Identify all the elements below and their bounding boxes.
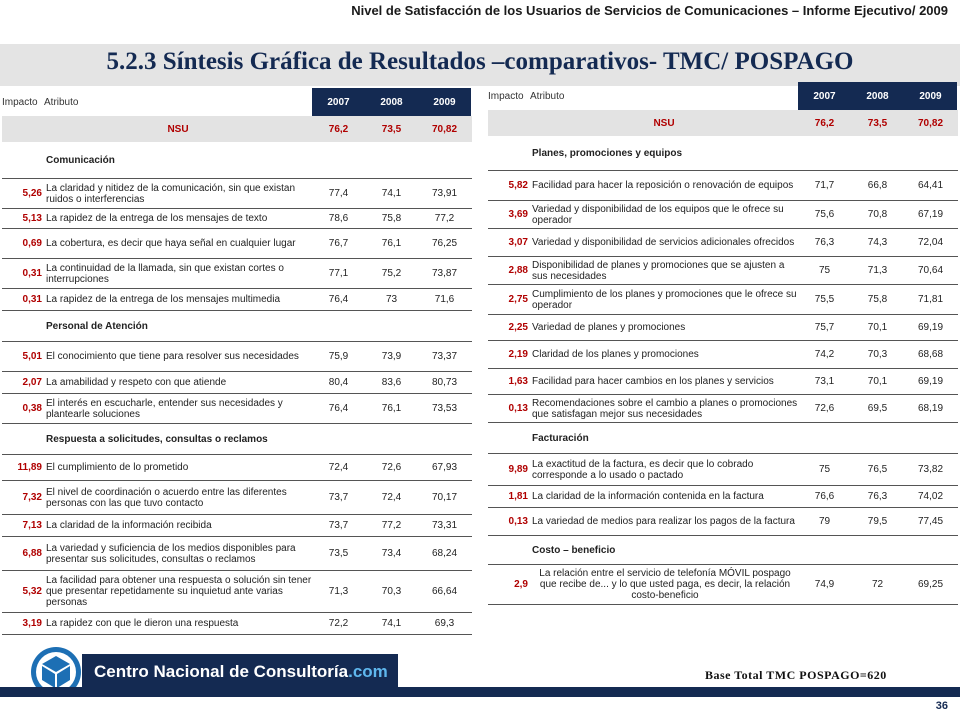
value-2008: 73,9 [381,351,402,362]
value-2009: 73,37 [431,351,458,362]
value-2007: 72,6 [814,403,835,414]
impact-value: 0,13 [508,403,528,414]
value-2007: 75 [818,464,831,475]
attribute-text: El interés en escucharle, entender sus necesidades y plantearle soluciones [46,397,283,420]
value-2007: 73,1 [814,376,835,387]
table-row [2,179,472,209]
attribute-text: El nivel de coordinación o acuerdo entre las diferentes personas con las que tuvo contacto [46,486,287,509]
value-2007: 79 [818,516,831,527]
table-row [488,201,958,229]
value-2008: 74,1 [381,188,402,199]
header-impacto: Impacto [488,90,524,102]
impact-value: 0,69 [22,238,42,249]
section-title [488,536,958,564]
value-2008: 76,1 [381,403,402,414]
nsu-value: 76,2 [328,123,349,135]
impact-value: 2,25 [508,322,528,333]
header-atributo: Atributo [44,96,79,108]
value-2007: 73,5 [328,548,349,559]
value-2007: 75,5 [814,294,835,305]
attribute-text: Recomendaciones sobre el cambio a planes o promociones que satisfagan mejor sus necesidades [532,397,798,420]
logo-banner [82,654,398,690]
table-row [2,342,472,372]
impact-value: 3,19 [22,618,42,629]
value-2007: 73,7 [328,520,349,531]
value-2009: 71,6 [434,294,455,305]
nsu-row [488,110,958,136]
value-2008: 76,3 [867,491,888,502]
value-2007: 76,4 [328,294,349,305]
value-2008: 75,2 [381,268,402,279]
section-rows [2,454,472,635]
value-2008: 70,1 [867,376,888,387]
attribute-text: La rapidez de la entrega de los mensajes multimedia [46,294,281,305]
attribute-text: La claridad de la información recibida [46,520,212,531]
value-2009: 73,31 [431,520,458,531]
value-2007: 78,6 [328,213,349,224]
value-2009: 67,93 [431,462,458,473]
section-name: Costo – beneficio [532,544,616,556]
table-row [488,508,958,536]
attribute-text: La variedad de medios para realizar los pagos de la factura [532,516,795,527]
table-row [2,259,472,289]
attribute-text: La claridad de la información contenida en la factura [532,491,764,502]
nsu-row [2,116,472,142]
logo-name: Centro Nacional de Consultoría.com [94,662,388,681]
value-2007: 80,4 [328,377,349,388]
value-2009: 68,68 [917,349,944,360]
impact-value: 1,81 [508,491,528,502]
table-row [488,341,958,369]
value-2007: 74,2 [814,349,835,360]
table-row [2,209,472,229]
attribute-text: Disponibilidad de planes y promociones que se ajusten a sus necesidades [532,259,785,282]
impact-value: 6,88 [22,548,42,559]
value-2009: 69,25 [917,579,944,590]
section-title [2,142,472,178]
value-2008: 70,8 [867,209,888,220]
value-2007: 71,3 [328,586,349,597]
footer-band [0,687,960,697]
value-2007: 75,9 [328,351,349,362]
value-2007: 74,9 [814,579,835,590]
impact-value: 2,07 [22,377,42,388]
impact-value: 1,63 [508,376,528,387]
impact-value: 0,38 [22,403,42,414]
value-2008: 73,4 [381,548,402,559]
value-2009: 76,25 [431,238,458,249]
impact-value: 5,13 [22,213,42,224]
value-2008: 70,1 [867,322,888,333]
base-note: Base Total TMC POSPAGO=620 [705,668,887,682]
attribute-text: Facilidad para hacer la reposición o renovación de equipos [532,180,794,191]
value-2008: 72,6 [381,462,402,473]
value-2008: 74,1 [381,618,402,629]
value-2009: 73,82 [917,464,944,475]
value-2009: 73,87 [431,268,458,279]
value-2007: 75 [818,265,831,276]
impact-value: 5,26 [22,188,42,199]
value-2008: 72 [871,579,884,590]
table-row [2,537,472,571]
attribute-text: Variedad y disponibilidad de los equipos que le ofrece su operador [532,203,784,226]
value-2007: 73,7 [328,492,349,503]
table-row [488,171,958,201]
header-year: 2008 [851,82,904,110]
nsu-value: 76,2 [814,117,835,129]
impact-value: 11,89 [17,462,42,473]
section-rows [2,341,472,424]
attribute-text: Claridad de los planes y promociones [532,349,699,360]
value-2007: 72,4 [328,462,349,473]
table-row [488,454,958,486]
value-2008: 83,6 [381,377,402,388]
nsu-value: 70,82 [431,123,458,135]
value-2009: 64,41 [917,180,944,191]
value-2008: 66,8 [867,180,888,191]
impact-value: 5,82 [508,180,528,191]
header-year: 2008 [365,88,418,116]
attribute-text: Cumplimiento de los planes y promociones que le ofrece su operador [532,288,797,311]
value-2007: 76,3 [814,237,835,248]
attribute-text: La cobertura, es decir que haya señal en cualquier lugar [46,238,296,249]
table-row [488,486,958,508]
value-2009: 70,64 [917,265,944,276]
value-2008: 71,3 [867,265,888,276]
section-rows [2,178,472,311]
section-name: Personal de Atención [46,320,148,332]
section-title [488,423,958,453]
attribute-text: La claridad y nitidez de la comunicación, sin que existan ruidos o interferencias [46,182,296,205]
value-2008: 74,3 [867,237,888,248]
attribute-text: Variedad y disponibilidad de servicios adicionales ofrecidos [532,237,795,248]
attribute-text: La rapidez con que le dieron una respuesta [46,618,239,629]
table-row [488,285,958,315]
impact-value: 7,32 [22,492,42,503]
value-2007: 75,7 [814,322,835,333]
value-2008: 76,1 [381,238,402,249]
table-row [2,571,472,613]
value-2009: 77,45 [917,516,944,527]
page-number: 36 [935,700,948,712]
value-2009: 66,64 [431,586,458,597]
section-title [488,136,958,170]
table-row [2,613,472,635]
value-2009: 74,02 [917,491,944,502]
value-2009: 69,3 [434,618,455,629]
right-results-table [488,82,958,605]
nsu-label: NSU [167,123,189,135]
attribute-text: El conocimiento que tiene para resolver sus necesidades [46,351,299,362]
table-header [488,82,958,110]
value-2008: 72,4 [381,492,402,503]
table-row [2,515,472,537]
header-atributo: Atributo [530,90,565,102]
section-rows [488,170,958,423]
attribute-text: La rapidez de la entrega de los mensajes de texto [46,213,268,224]
value-2007: 76,4 [328,403,349,414]
value-2007: 77,1 [328,268,349,279]
value-2009: 68,19 [917,403,944,414]
value-2008: 75,8 [381,213,402,224]
nsu-value: 73,5 [381,123,402,135]
table-row [488,565,958,605]
value-2008: 70,3 [381,586,402,597]
table-row [488,257,958,285]
table-row [488,369,958,395]
table-row [488,315,958,341]
value-2009: 80,73 [431,377,458,388]
impact-value: 0,31 [22,294,42,305]
value-2009: 67,19 [917,209,944,220]
attribute-text: Variedad de planes y promociones [532,322,686,333]
impact-value: 2,88 [508,265,528,276]
value-2009: 68,24 [431,548,458,559]
section-name: Facturación [532,432,589,444]
value-2008: 69,5 [867,403,888,414]
impact-value: 3,07 [508,237,528,248]
value-2009: 70,17 [431,492,458,503]
impact-value: 9,89 [508,464,528,475]
attribute-text: El cumplimiento de lo prometido [46,462,189,473]
table-row [2,229,472,259]
impact-value: 3,69 [508,209,528,220]
table-row [2,394,472,424]
value-2009: 71,81 [917,294,944,305]
impact-value: 5,01 [22,351,42,362]
header-year: 2009 [418,88,471,116]
impact-value: 7,13 [22,520,42,531]
value-2009: 69,19 [917,322,944,333]
section-name: Planes, promociones y equipos [532,147,683,159]
header-impacto: Impacto [2,96,38,108]
table-row [2,372,472,394]
header-year: 2007 [312,88,365,116]
value-2008: 70,3 [867,349,888,360]
table-row [488,395,958,423]
nsu-label: NSU [653,117,675,129]
left-results-table [2,88,472,635]
nsu-value: 70,82 [917,117,944,129]
value-2009: 77,2 [434,213,455,224]
table-row [488,229,958,257]
nsu-value: 73,5 [867,117,888,129]
attribute-text: La exactitud de la factura, es decir que lo cobrado corresponde a lo usado o pactado [532,458,754,481]
table-row [2,455,472,481]
attribute-text: La relación entre el servicio de telefonía MÓVIL pospago que recibe de... y lo que usted paga, es decir, la relación costo-beneficio [539,568,791,601]
impact-value: 0,13 [508,516,528,527]
table-row [2,481,472,515]
impact-value: 2,9 [514,579,528,590]
section-title [2,311,472,341]
value-2009: 72,04 [917,237,944,248]
section-name: Comunicación [46,154,115,166]
value-2007: 77,4 [328,188,349,199]
table-row [2,289,472,311]
value-2007: 76,7 [328,238,349,249]
section-title [2,424,472,454]
value-2007: 71,7 [814,180,835,191]
page-title: 5.2.3 Síntesis Gráfica de Resultados –comparativos- TMC/ POSPAGO [106,48,854,75]
attribute-text: La facilidad para obtener una respuesta o solución sin tener que presentar repetidamente su inquietud ante varias personas [46,575,312,608]
value-2007: 75,6 [814,209,835,220]
value-2008: 73 [385,294,398,305]
section-rows [488,453,958,536]
value-2009: 73,91 [431,188,458,199]
impact-value: 2,19 [508,349,528,360]
impact-value: 5,32 [22,586,42,597]
attribute-text: Facilidad para hacer cambios en los planes y servicios [532,376,774,387]
table-header [2,88,472,116]
value-2007: 76,6 [814,491,835,502]
value-2009: 73,53 [431,403,458,414]
attribute-text: La amabilidad y respeto con que atiende [46,377,227,388]
value-2008: 77,2 [381,520,402,531]
header-year: 2007 [798,82,851,110]
section-rows [488,564,958,605]
value-2008: 76,5 [867,464,888,475]
section-name: Respuesta a solicitudes, consultas o reclamos [46,433,268,445]
header-year: 2009 [904,82,957,110]
attribute-text: La variedad y suficiencia de los medios disponibles para presentar sus solicitudes, consultas o reclamos [46,542,296,565]
impact-value: 2,75 [508,294,528,305]
attribute-text: La continuidad de la llamada, sin que existan cortes o interrupciones [46,262,284,285]
value-2007: 72,2 [328,618,349,629]
report-header: Nivel de Satisfacción de los Usuarios de Servicios de Comunicaciones – Informe Ejecutivo/ 2009 [351,3,948,18]
value-2008: 79,5 [867,516,888,527]
impact-value: 0,31 [22,268,42,279]
value-2008: 75,8 [867,294,888,305]
value-2009: 69,19 [917,376,944,387]
